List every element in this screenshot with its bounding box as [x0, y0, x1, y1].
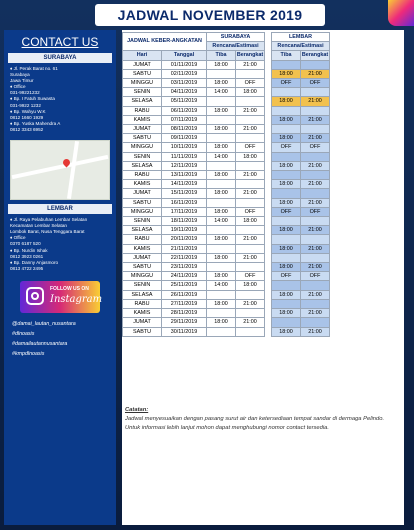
instagram-text: Instagram [50, 293, 103, 305]
cell-lbr-berangkat: 21:00 [301, 198, 330, 207]
cell-sby-berangkat: 21:00 [236, 253, 265, 262]
lembar-address-line: 0813 4722 2495 [10, 265, 44, 271]
follow-us-text: FOLLOW US ON [50, 285, 89, 292]
table-row [123, 290, 330, 299]
notes [125, 406, 395, 433]
cell-sby-berangkat: OFF [236, 272, 265, 281]
cell-hari: MINGGU [123, 272, 162, 281]
cell-sby-tiba [207, 226, 236, 235]
cell-lbr-tiba [272, 235, 301, 244]
table-row [123, 115, 330, 124]
cell-sby-tiba: 18:00 [207, 253, 236, 262]
cell-lbr-berangkat: 21:00 [301, 115, 330, 124]
cell-tanggal: 07/11/2019 [162, 115, 207, 124]
cell-tanggal: 18/11/2019 [162, 217, 207, 226]
cell-tanggal: 06/11/2019 [162, 106, 207, 115]
cell-hari: JUMAT [123, 189, 162, 198]
cell-sby-tiba: 18:00 [207, 125, 236, 134]
cell-lbr-tiba [272, 106, 301, 115]
cell-sby-tiba [207, 69, 236, 78]
cell-tanggal: 20/11/2019 [162, 235, 207, 244]
cell-sby-tiba: 18:00 [207, 106, 236, 115]
cell-sby-tiba: 18:00 [207, 318, 236, 327]
cell-lbr-tiba: OFF [272, 79, 301, 88]
cell-lbr-tiba: 18:00 [272, 309, 301, 318]
cell-lbr-tiba: 18:00 [272, 198, 301, 207]
cell-sby-berangkat: OFF [236, 207, 265, 216]
surabaya-address-line: 0812 3343 6952 [10, 126, 44, 132]
contact-title: CONTACT US [21, 35, 99, 49]
cell-sby-tiba: 18:00 [207, 171, 236, 180]
cell-hari: JUMAT [123, 60, 162, 69]
cell-lbr-berangkat: 21:00 [301, 97, 330, 106]
cell-tanggal: 09/11/2019 [162, 134, 207, 143]
lembar-address [4, 214, 116, 275]
cell-hari: SELASA [123, 226, 162, 235]
cell-lbr-tiba: 18:00 [272, 244, 301, 253]
cell-tanggal: 26/11/2019 [162, 290, 207, 299]
surabaya-rencana: Rencana/Estimasi [207, 42, 265, 51]
table-row [123, 69, 330, 78]
cell-hari: KAMIS [123, 309, 162, 318]
col-sby-tiba: Tiba [207, 51, 236, 60]
cell-hari: JUMAT [123, 125, 162, 134]
cell-hari: MINGGU [123, 79, 162, 88]
cell-lbr-tiba: OFF [272, 207, 301, 216]
cell-hari: SENIN [123, 217, 162, 226]
table-row [123, 217, 330, 226]
cell-lbr-berangkat: 21:00 [301, 69, 330, 78]
cell-tanggal: 11/11/2019 [162, 152, 207, 161]
cell-lbr-tiba [272, 217, 301, 226]
cell-sby-berangkat: 18:00 [236, 152, 265, 161]
cell-lbr-berangkat [301, 152, 330, 161]
cell-sby-berangkat: 21:00 [236, 60, 265, 69]
table-row [123, 171, 330, 180]
cell-sby-tiba [207, 180, 236, 189]
schedule-table [122, 32, 330, 337]
cell-tanggal: 29/11/2019 [162, 318, 207, 327]
lembar-address-line: 0812 3923 0261 [10, 253, 44, 259]
table-row [123, 60, 330, 69]
cell-sby-tiba [207, 309, 236, 318]
notes-title: Catatan: [125, 407, 149, 413]
cell-tanggal: 25/11/2019 [162, 281, 207, 290]
cell-lbr-berangkat [301, 217, 330, 226]
cell-sby-berangkat [236, 309, 265, 318]
table-row [123, 299, 330, 308]
cell-tanggal: 02/11/2019 [162, 69, 207, 78]
social-handle: #kmpdlnoasis [12, 350, 45, 357]
cell-hari: SELASA [123, 161, 162, 170]
cell-lbr-berangkat: 21:00 [301, 290, 330, 299]
social-handle: @damai_lautan_nusantara [12, 320, 76, 327]
notes-line: Untuk informasi lebih lanjut mohon dapat menghubungi nomor contact tersedia. [125, 425, 329, 431]
cell-lbr-berangkat: OFF [301, 79, 330, 88]
cell-sby-tiba: 14:00 [207, 88, 236, 97]
cell-sby-berangkat: OFF [236, 79, 265, 88]
cell-sby-tiba [207, 134, 236, 143]
cell-sby-berangkat: OFF [236, 143, 265, 152]
table-row [123, 281, 330, 290]
cell-sby-berangkat [236, 327, 265, 336]
cell-lbr-berangkat: OFF [301, 143, 330, 152]
table-row [123, 134, 330, 143]
contact-panel [4, 30, 116, 525]
table-row [123, 226, 330, 235]
cell-lbr-tiba [272, 88, 301, 97]
cell-hari: KAMIS [123, 180, 162, 189]
cell-hari: KAMIS [123, 244, 162, 253]
cell-sby-tiba: 18:00 [207, 189, 236, 198]
cell-lbr-berangkat: 21:00 [301, 161, 330, 170]
cell-hari: SENIN [123, 88, 162, 97]
cell-sby-tiba [207, 244, 236, 253]
table-row [123, 143, 330, 152]
cell-lbr-tiba [272, 60, 301, 69]
cell-sby-berangkat: 21:00 [236, 235, 265, 244]
cell-hari: KAMIS [123, 115, 162, 124]
cell-tanggal: 24/11/2019 [162, 272, 207, 281]
cell-lbr-tiba [272, 253, 301, 262]
cell-lbr-tiba: 18:00 [272, 134, 301, 143]
cell-sby-berangkat: 18:00 [236, 281, 265, 290]
lembar-address-line: Lombok Barat, Nusa Tenggara Barat [10, 229, 85, 235]
cell-hari: SENIN [123, 152, 162, 161]
cell-lbr-berangkat [301, 88, 330, 97]
cell-sby-tiba [207, 161, 236, 170]
cell-tanggal: 19/11/2019 [162, 226, 207, 235]
surabaya-address-line: 031-99221232 [10, 90, 40, 96]
cell-hari: SELASA [123, 290, 162, 299]
table-row [123, 180, 330, 189]
cell-lbr-berangkat: 21:00 [301, 309, 330, 318]
cell-hari: MINGGU [123, 143, 162, 152]
cell-tanggal: 22/11/2019 [162, 253, 207, 262]
cell-hari: JUMAT [123, 318, 162, 327]
cell-tanggal: 01/11/2019 [162, 60, 207, 69]
cell-sby-berangkat [236, 115, 265, 124]
map-thumbnail[interactable] [10, 140, 110, 200]
cell-sby-tiba [207, 198, 236, 207]
instagram-icon [26, 287, 44, 305]
cell-lbr-tiba: 18:00 [272, 97, 301, 106]
cell-lbr-tiba: 18:00 [272, 69, 301, 78]
cell-sby-tiba [207, 290, 236, 299]
cell-tanggal: 27/11/2019 [162, 299, 207, 308]
cell-hari: SABTU [123, 263, 162, 272]
cell-sby-berangkat [236, 244, 265, 253]
social-handles [4, 313, 116, 365]
surabaya-address-line: Surabaya [10, 72, 30, 78]
cell-lbr-berangkat [301, 189, 330, 198]
table-row [123, 106, 330, 115]
lembar-address-line: ♦ Office [10, 235, 26, 241]
cell-lbr-tiba: OFF [272, 272, 301, 281]
page-title [95, 4, 325, 26]
cell-lbr-berangkat: 21:00 [301, 180, 330, 189]
lembar-address-line: ♦ Jl. Raya Pelabuhan Lembar Selatan [10, 217, 88, 223]
cell-lbr-tiba: 18:00 [272, 290, 301, 299]
cell-lbr-tiba [272, 152, 301, 161]
surabaya-address-line: 031-9922 1232 [10, 102, 41, 108]
cell-sby-berangkat [236, 198, 265, 207]
notes-line: Jadwal menyesuaikan dengan pasang surut air dan ketersediaan tempat sandar di dermaga Pelindo. [125, 416, 385, 422]
cell-tanggal: 28/11/2019 [162, 309, 207, 318]
table-row [123, 253, 330, 262]
cell-hari: RABU [123, 171, 162, 180]
table-row [123, 235, 330, 244]
table-row [123, 79, 330, 88]
cell-sby-berangkat: 18:00 [236, 217, 265, 226]
cell-tanggal: 12/11/2019 [162, 161, 207, 170]
lembar-rencana: Rencana/Estimasi [272, 42, 330, 51]
cell-hari: RABU [123, 299, 162, 308]
cell-tanggal: 03/11/2019 [162, 79, 207, 88]
surabaya-address [4, 63, 116, 136]
cell-sby-berangkat: 21:00 [236, 125, 265, 134]
cell-tanggal: 23/11/2019 [162, 263, 207, 272]
cell-sby-tiba: 14:00 [207, 281, 236, 290]
lembar-address-line: 0370 6187 520 [10, 241, 41, 247]
cell-sby-berangkat: 21:00 [236, 299, 265, 308]
cell-tanggal: 13/11/2019 [162, 171, 207, 180]
cell-hari: SABTU [123, 327, 162, 336]
table-row [123, 189, 330, 198]
cell-tanggal: 15/11/2019 [162, 189, 207, 198]
cell-hari: SELASA [123, 97, 162, 106]
lembar-address-line: Kecamatan Lembar Selatan [10, 223, 67, 229]
table-row [123, 327, 330, 336]
cell-lbr-berangkat: 21:00 [301, 263, 330, 272]
cell-sby-tiba: 18:00 [207, 272, 236, 281]
lembar-heading: LEMBAR [272, 33, 330, 42]
cell-lbr-tiba [272, 299, 301, 308]
cell-tanggal: 16/11/2019 [162, 198, 207, 207]
map-road [67, 141, 79, 199]
cell-lbr-berangkat [301, 299, 330, 308]
cell-hari: RABU [123, 106, 162, 115]
cell-sby-berangkat [236, 226, 265, 235]
surabaya-address-line: ♦ Bp. Yuska Mahendra A [10, 120, 61, 126]
surabaya-label: SURABAYA [8, 53, 112, 63]
schedule-heading: JADWAL KEBER-ANGKATAN [123, 33, 207, 51]
cell-sby-tiba: 14:00 [207, 217, 236, 226]
cell-sby-tiba: 18:00 [207, 143, 236, 152]
cell-hari: SABTU [123, 134, 162, 143]
lembar-address-line: ♦ Bp. Danny Anjasmoro [10, 259, 59, 265]
cell-lbr-berangkat: OFF [301, 272, 330, 281]
cell-sby-tiba [207, 327, 236, 336]
cell-sby-berangkat [236, 180, 265, 189]
cell-tanggal: 04/11/2019 [162, 88, 207, 97]
social-handle: #damailautannusantara [12, 340, 68, 347]
cell-hari: MINGGU [123, 207, 162, 216]
col-sby-berangkat: Berangkat [236, 52, 264, 59]
surabaya-address-line: 0812 1660 1929 [10, 114, 44, 120]
cell-hari: JUMAT [123, 253, 162, 262]
cell-lbr-tiba [272, 318, 301, 327]
cell-sby-tiba: 18:00 [207, 235, 236, 244]
surabaya-address-line: ♦ Bp. I Fatuh Suwasta [10, 96, 55, 102]
cell-lbr-berangkat [301, 318, 330, 327]
table-row [123, 272, 330, 281]
cell-lbr-tiba: 18:00 [272, 327, 301, 336]
table-row [123, 263, 330, 272]
cell-tanggal: 21/11/2019 [162, 244, 207, 253]
col-hari: Hari [123, 51, 162, 60]
cell-sby-berangkat: 21:00 [236, 189, 265, 198]
cell-lbr-berangkat: OFF [301, 207, 330, 216]
cell-sby-berangkat [236, 161, 265, 170]
schedule-panel [122, 30, 404, 525]
cell-lbr-tiba: OFF [272, 143, 301, 152]
cell-lbr-berangkat [301, 106, 330, 115]
cell-sby-tiba [207, 115, 236, 124]
cell-hari: SABTU [123, 69, 162, 78]
table-row [123, 88, 330, 97]
surabaya-address-line: ♦ Office [10, 84, 26, 90]
cell-sby-berangkat [236, 290, 265, 299]
cell-hari: SENIN [123, 281, 162, 290]
instagram-corner-icon [388, 0, 414, 26]
cell-sby-berangkat [236, 134, 265, 143]
cell-lbr-tiba: 18:00 [272, 180, 301, 189]
cell-sby-berangkat: 21:00 [236, 318, 265, 327]
cell-lbr-tiba [272, 125, 301, 134]
cell-lbr-tiba [272, 189, 301, 198]
cell-sby-tiba [207, 263, 236, 272]
cell-sby-berangkat [236, 97, 265, 106]
cell-lbr-tiba: 18:00 [272, 115, 301, 124]
table-row [123, 309, 330, 318]
table-row [123, 244, 330, 253]
cell-lbr-berangkat [301, 281, 330, 290]
surabaya-heading: SURABAYA [207, 33, 265, 42]
surabaya-address-line: ♦ Jl. Perak Barat no. 61 [10, 66, 58, 71]
cell-lbr-berangkat [301, 60, 330, 69]
cell-lbr-berangkat: 21:00 [301, 226, 330, 235]
cell-sby-tiba: 14:00 [207, 152, 236, 161]
table-row [123, 198, 330, 207]
cell-lbr-tiba: 18:00 [272, 161, 301, 170]
cell-lbr-tiba: 18:00 [272, 263, 301, 272]
table-row [123, 207, 330, 216]
table-row [123, 125, 330, 134]
social-handle: #dlnoasis [12, 330, 35, 337]
cell-hari: RABU [123, 235, 162, 244]
cell-lbr-tiba [272, 171, 301, 180]
cell-lbr-berangkat [301, 125, 330, 134]
cell-lbr-berangkat [301, 171, 330, 180]
surabaya-address-line: ♦ Bp. Wahyu W.K [10, 108, 46, 114]
cell-tanggal: 30/11/2019 [162, 327, 207, 336]
cell-tanggal: 05/11/2019 [162, 97, 207, 106]
cell-sby-berangkat: 21:00 [236, 106, 265, 115]
cell-sby-tiba: 18:00 [207, 299, 236, 308]
cell-sby-tiba: 18:00 [207, 60, 236, 69]
table-row [123, 161, 330, 170]
cell-lbr-tiba [272, 281, 301, 290]
col-tanggal: Tanggal [162, 51, 207, 60]
cell-sby-tiba: 18:00 [207, 207, 236, 216]
cell-lbr-berangkat [301, 235, 330, 244]
cell-sby-berangkat: 18:00 [236, 88, 265, 97]
table-row [123, 152, 330, 161]
col-lbr-tiba: Tiba [272, 51, 301, 60]
cell-lbr-tiba: 18:00 [272, 226, 301, 235]
surabaya-address-line: Jawa Timur [10, 78, 34, 84]
page-title-text: JADWAL NOVEMBER 2019 [117, 7, 303, 23]
col-lbr-berangkat: Berangkat [301, 52, 329, 59]
cell-lbr-berangkat [301, 253, 330, 262]
cell-sby-berangkat [236, 69, 265, 78]
cell-tanggal: 17/11/2019 [162, 207, 207, 216]
lembar-address-line: ♦ Bp. Nurdin Ishak [10, 247, 48, 253]
table-row [123, 97, 330, 106]
cell-tanggal: 14/11/2019 [162, 180, 207, 189]
lembar-label: LEMBAR [8, 204, 112, 214]
cell-hari: SABTU [123, 198, 162, 207]
cell-tanggal: 10/11/2019 [162, 143, 207, 152]
table-row [123, 318, 330, 327]
cell-lbr-berangkat: 21:00 [301, 134, 330, 143]
instagram-follow-button[interactable] [20, 281, 103, 313]
cell-tanggal: 08/11/2019 [162, 125, 207, 134]
cell-sby-berangkat [236, 263, 265, 272]
cell-sby-berangkat: 21:00 [236, 171, 265, 180]
cell-sby-tiba [207, 97, 236, 106]
cell-lbr-berangkat: 21:00 [301, 327, 330, 336]
cell-sby-tiba: 18:00 [207, 79, 236, 88]
cell-lbr-berangkat: 21:00 [301, 244, 330, 253]
map-road [12, 155, 109, 179]
